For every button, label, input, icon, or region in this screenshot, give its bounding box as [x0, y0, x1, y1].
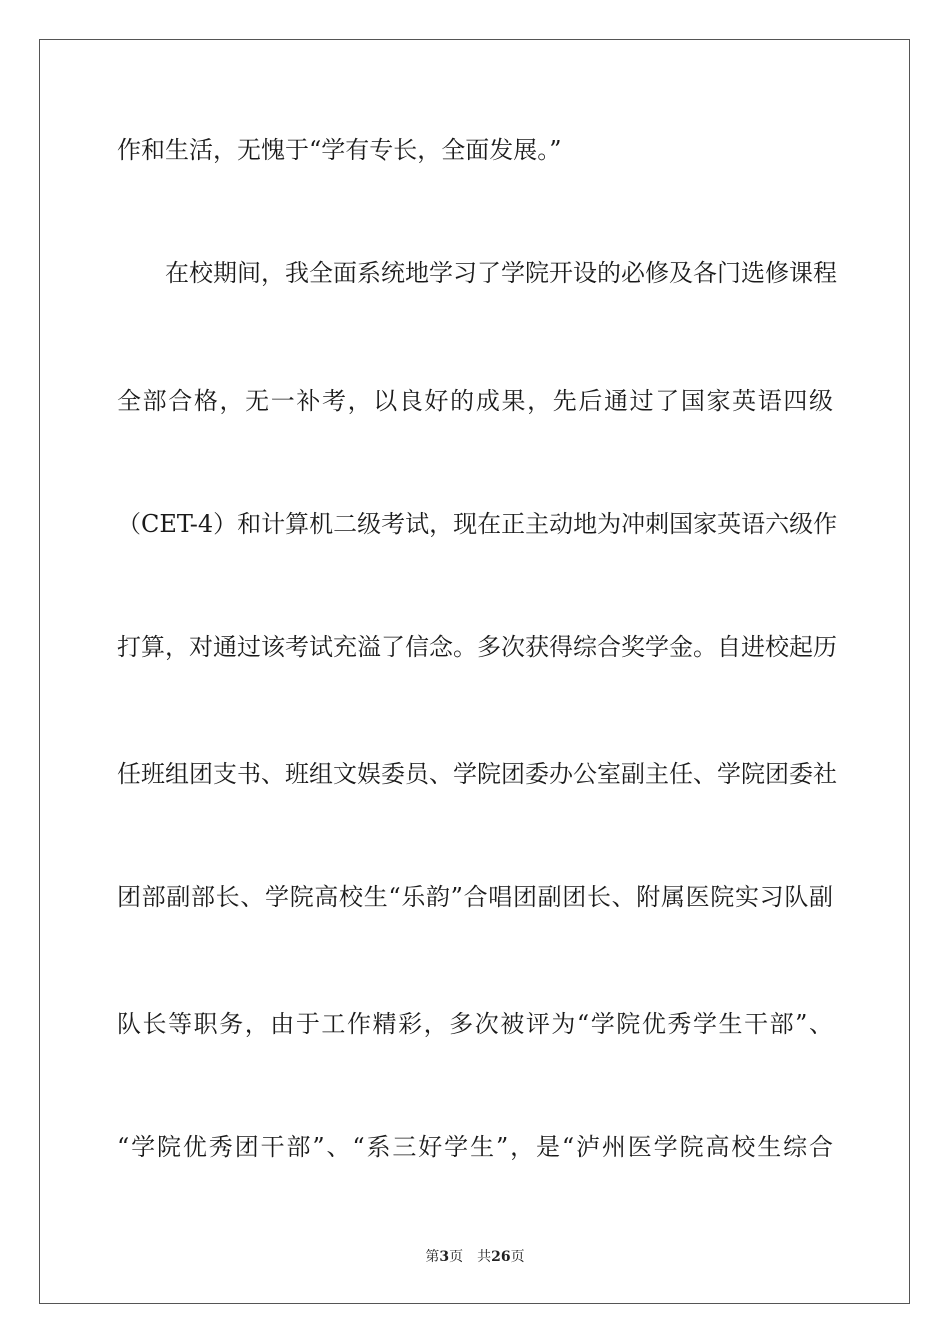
page-number: 3 — [439, 1249, 450, 1265]
body-text-line: （CET-4）和计算机二级考试，现在正主动地为冲刺国家英语六级作 — [117, 510, 838, 538]
page-label-prefix: 第 — [425, 1249, 440, 1265]
total-label-prefix: 共 — [477, 1249, 492, 1265]
body-text-line: 作和生活，无愧于“学有专长，全面发展。” — [117, 136, 562, 164]
body-text-line: 团部副部长、学院高校生“乐韵”合唱团副团长、附属医院实习队副 — [117, 883, 833, 911]
total-label-suffix: 页 — [510, 1249, 525, 1265]
page-label-suffix: 页 — [449, 1249, 464, 1265]
page-border — [39, 39, 910, 1304]
page-footer — [0, 1247, 950, 1267]
body-text-line: 队长等职务，由于工作精彩，多次被评为“学院优秀学生干部”、 — [117, 1010, 833, 1038]
body-text-line: 全部合格，无一补考，以良好的成果，先后通过了国家英语四级 — [117, 387, 833, 415]
body-text-line: 任班组团支书、班组文娱委员、学院团委办公室副主任、学院团委社 — [117, 760, 837, 788]
body-text-line: “学院优秀团干部”、“系三好学生”，是“泸州医学院高校生综合 — [117, 1133, 833, 1161]
body-text-line: 在校期间，我全面系统地学习了学院开设的必修及各门选修课程 — [165, 259, 837, 287]
total-pages: 26 — [491, 1249, 511, 1265]
body-text-line: 打算，对通过该考试充溢了信念。多次获得综合奖学金。自进校起历 — [117, 633, 837, 661]
